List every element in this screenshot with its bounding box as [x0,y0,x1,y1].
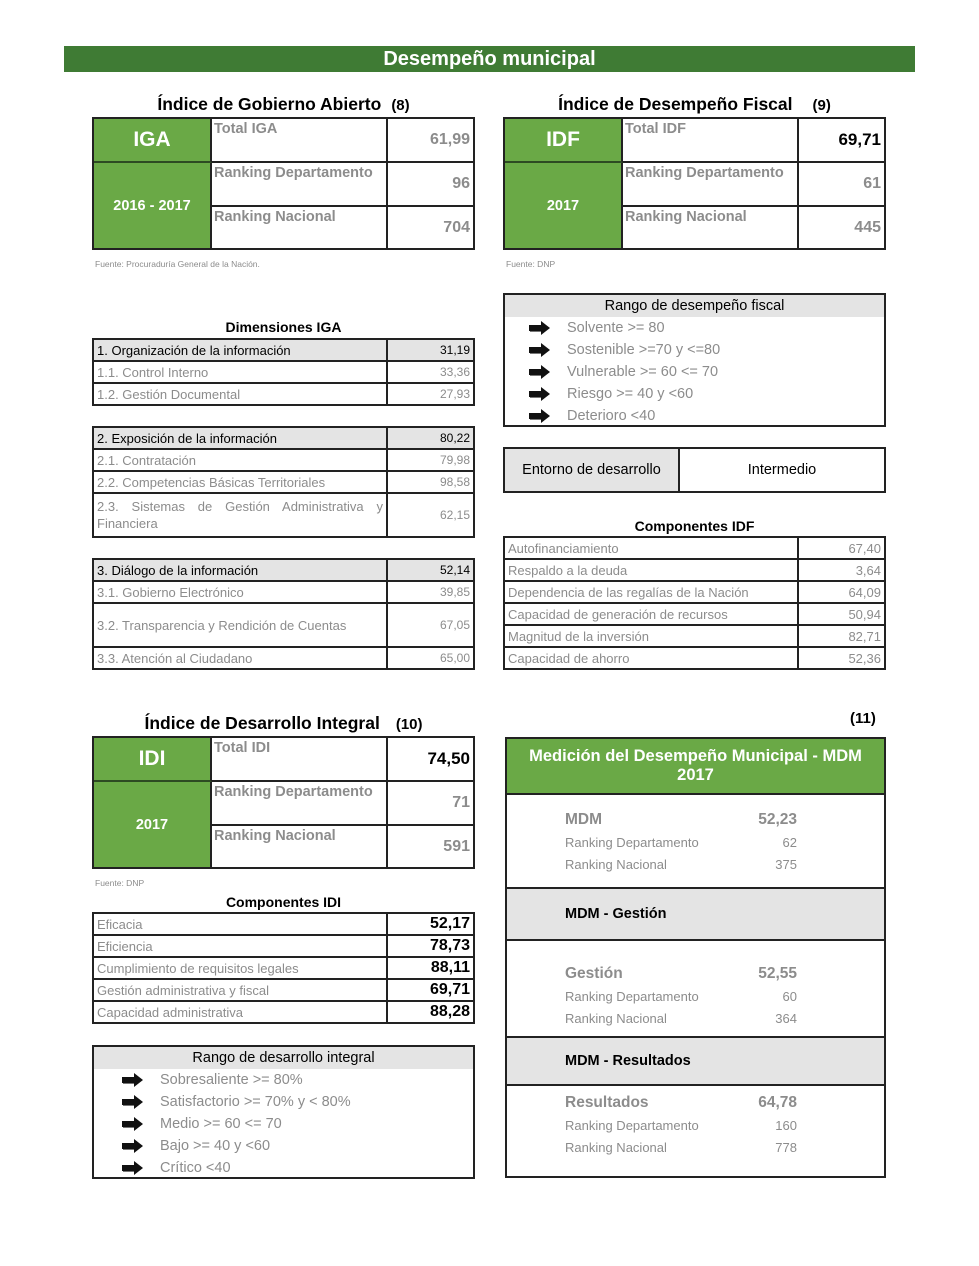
dim-value: 33,36 [387,361,474,383]
entorno-label: Entorno de desarrollo [505,449,680,491]
idf-kpi-table [503,117,886,250]
table-row [93,361,474,383]
list-item: Satisfactorio >= 70% y < 80% [94,1091,473,1113]
dim-label: 2. Exposición de la información [93,427,387,449]
dim-label: 1.2. Gestión Documental [93,383,387,405]
arrow-right-icon [122,1074,144,1086]
idf-total-label: Total IDF [623,119,799,163]
iga-rank-nac-label: Ranking Nacional [212,207,388,248]
idi-rank-nac-value: 591 [443,837,470,855]
table-row [93,493,474,537]
arrow-right-icon [529,388,551,400]
list-item: Crítico <40 [94,1157,473,1179]
mdm-header [507,739,884,795]
idi-title [92,713,475,734]
rango-integral-title: Rango de desarrollo integral [94,1047,473,1069]
idf-number: (9) [812,97,831,114]
mdm-resultados-header: MDM - Resultados [507,1036,884,1086]
mdm-resultados-block: Resultados 64,78 Ranking Departamento 160 Ranking Nacional 778 [565,1094,797,1155]
list-item: Deterioro <40 [505,405,884,427]
idi-number: (10) [395,716,423,733]
iga-rank-nac-value: 704 [443,218,470,236]
idi-rank-dep-label: Ranking Departamento [212,782,388,826]
table-row: Capacidad administrativa 88,28 [93,1001,474,1023]
table-row [93,427,474,449]
entorno-value: Intermedio [747,462,817,478]
componentes-idf-table [503,536,886,670]
iga-code: IGA [94,119,212,163]
table-row [93,559,474,581]
table-row: Autofinanciamiento 67,40 [504,537,885,559]
mdm-gestion-header: MDM - Gestión [507,887,884,941]
iga-period: 2016 - 2017 [94,163,212,248]
componentes-idi-table [92,912,475,1024]
dim-value: 98,58 [387,471,474,493]
dim-value: 27,93 [387,383,474,405]
idf-rank-dep-label: Ranking Departamento [623,163,799,207]
table-row [93,339,474,361]
list-item: Solvente >= 80 [505,317,884,339]
dim-value: 62,15 [387,493,474,537]
table-row: Gestión administrativa y fiscal 69,71 [93,979,474,1001]
table-row: Magnitud de la inversión 82,71 [504,625,885,647]
dim-label: 2.3. Sistemas de Gestión Administrativa y Financiera [93,493,387,537]
table-row: Respaldo a la deuda 3,64 [504,559,885,581]
table-row: Eficacia 52,17 [93,913,474,935]
iga-kpi-table [92,117,475,250]
idf-rank-dep-value: 61 [799,163,884,207]
page-banner: Desempeño municipal [64,46,915,72]
iga-number: (8) [391,97,410,114]
entorno-desarrollo [503,447,886,493]
list-item: Sobresaliente >= 80% [94,1069,473,1091]
list-item: Medio >= 60 <= 70 [94,1113,473,1135]
mdm-box [505,737,886,1178]
dim-label: 2.1. Contratación [93,449,387,471]
iga-total-value: 61,99 [388,119,473,163]
dim-value: 39,85 [387,581,474,603]
list-item: Riesgo >= 40 y <60 [505,383,884,405]
idi-rank-nac-label: Ranking Nacional [212,826,388,867]
rango-integral-box [92,1045,475,1179]
dim-value: 79,98 [387,449,474,471]
dimensiones-iga-group-1 [92,338,475,406]
table-row [93,471,474,493]
dim-value: 67,05 [387,603,474,647]
dim-label: 1.1. Control Interno [93,361,387,383]
idi-period: 2017 [94,782,212,867]
arrow-right-icon [529,410,551,422]
table-row [93,603,474,647]
idi-source: Fuente: DNP [95,878,145,888]
dim-value: 65,00 [387,647,474,669]
idf-rank-nac-value: 445 [854,218,881,236]
dimensiones-iga-group-2 [92,426,475,538]
table-row [93,383,474,405]
iga-title-text: Índice de Gobierno Abierto [157,94,382,114]
idf-source: Fuente: DNP [506,259,556,269]
iga-rank-dep-value: 96 [388,163,473,207]
dimensiones-iga-group-3 [92,558,475,670]
mdm-title: Medición del Desempeño Municipal - MDM [529,747,862,765]
iga-source: Fuente: Procuraduría General de la Nación. [95,259,260,269]
mdm-year: 2017 [677,766,714,784]
dim-label: 1. Organización de la información [93,339,387,361]
idf-title [503,94,886,115]
dim-label: 3.2. Transparencia y Rendición de Cuentas [93,603,387,647]
arrow-right-icon [122,1140,144,1152]
idf-period: 2017 [505,163,623,248]
dimensiones-iga-title: Dimensiones IGA [225,319,342,335]
table-row: Cumplimiento de requisitos legales 88,11 [93,957,474,979]
table-row: Eficiencia 78,73 [93,935,474,957]
componentes-idi-title: Componentes IDI [225,894,342,910]
idi-code: IDI [94,738,212,782]
table-row [93,581,474,603]
dim-label: 3. Diálogo de la información [93,559,387,581]
idf-title-text: Índice de Desempeño Fiscal [558,94,793,114]
dim-value: 52,14 [387,559,474,581]
idf-total-value: 69,71 [799,119,884,163]
arrow-right-icon [122,1162,144,1174]
iga-title [92,94,475,115]
idi-rank-dep-value: 71 [388,782,473,826]
dim-value: 80,22 [387,427,474,449]
mdm-number: (11) [850,710,876,727]
table-row: Capacidad de ahorro 52,36 [504,647,885,669]
idi-kpi-table [92,736,475,869]
table-row: Dependencia de las regalías de la Nación 64,09 [504,581,885,603]
arrow-right-icon [122,1118,144,1130]
idi-total-value: 74,50 [388,738,473,782]
dim-label: 3.1. Gobierno Electrónico [93,581,387,603]
dim-value: 31,19 [387,339,474,361]
list-item: Vulnerable >= 60 <= 70 [505,361,884,383]
arrow-right-icon [529,322,551,334]
arrow-right-icon [529,344,551,356]
mdm-main-block: MDM 52,23 Ranking Departamento 62 Ranking Nacional 375 [565,811,797,872]
table-row [93,647,474,669]
table-row: Capacidad de generación de recursos 50,94 [504,603,885,625]
idi-total-label: Total IDI [212,738,388,782]
arrow-right-icon [529,366,551,378]
iga-rank-dep-label: Ranking Departamento [212,163,388,207]
idf-rank-nac-label: Ranking Nacional [623,207,799,248]
idf-code: IDF [505,119,623,163]
dim-label: 3.3. Atención al Ciudadano [93,647,387,669]
list-item: Bajo >= 40 y <60 [94,1135,473,1157]
rango-fiscal-box [503,293,886,427]
list-item: Sostenible >=70 y <=80 [505,339,884,361]
rango-fiscal-title: Rango de desempeño fiscal [505,295,884,317]
componentes-idf-title: Componentes IDF [634,518,755,534]
table-row [93,449,474,471]
dim-label: 2.2. Competencias Básicas Territoriales [93,471,387,493]
iga-total-label: Total IGA [212,119,388,163]
arrow-right-icon [122,1096,144,1108]
mdm-gestion-block: Gestión 52,55 Ranking Departamento 60 Ranking Nacional 364 [565,965,797,1026]
idi-title-text: Índice de Desarrollo Integral [144,713,380,733]
